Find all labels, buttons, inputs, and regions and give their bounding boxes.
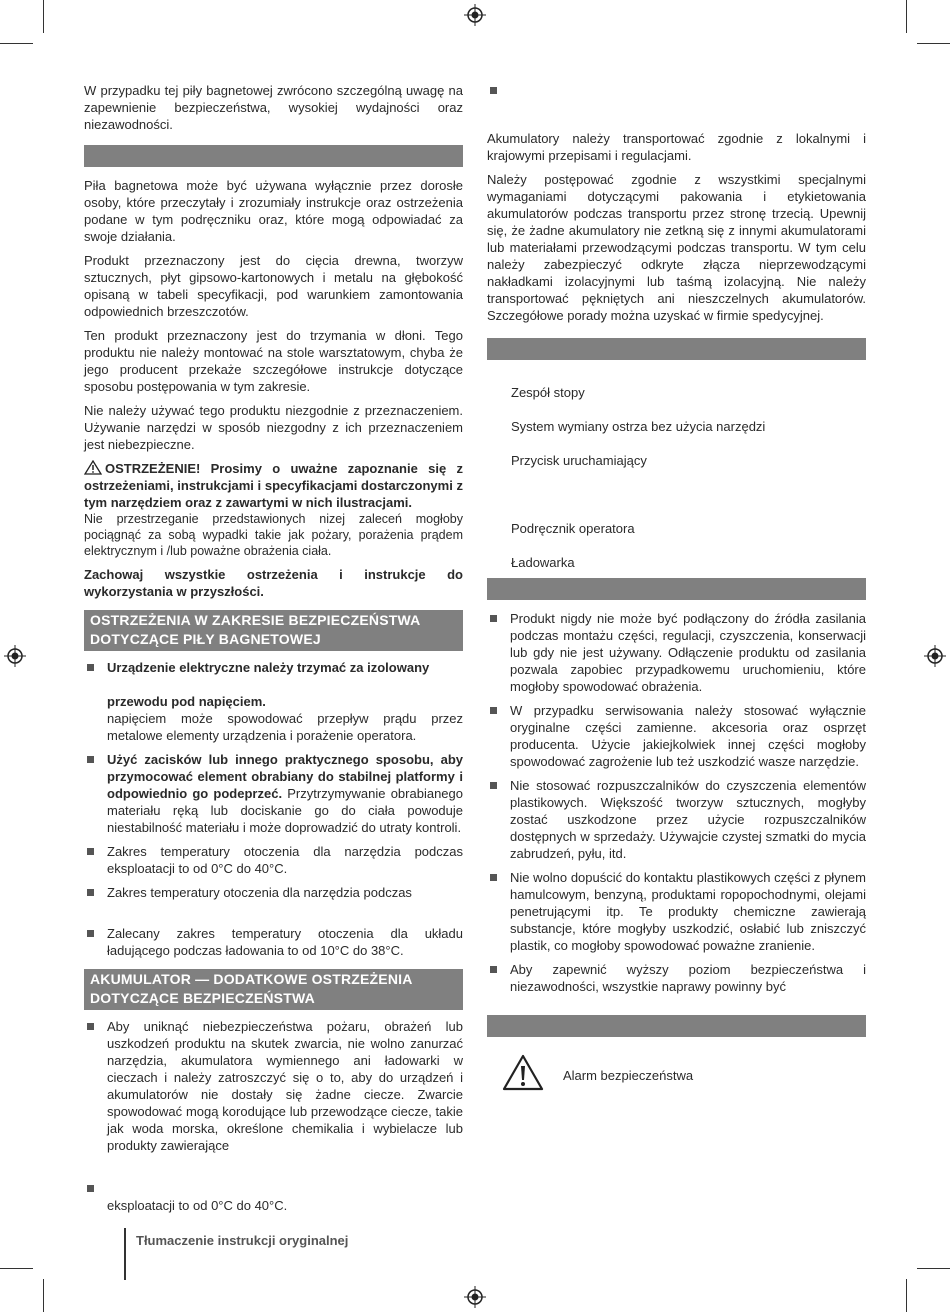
bullet-text: Zalecany zakres temperatury otoczenia dla układu ładującego podczas ładowania to od 10°C do 38°C.	[107, 926, 463, 958]
square-bullet	[87, 664, 94, 671]
crop-mark-bl-v	[43, 1279, 44, 1312]
bullet-text: Zakres temperatury otoczenia dla narzędzia podczas eksploatacji to od 0°C do 40°C.	[107, 844, 463, 876]
left-column	[84, 82, 463, 1221]
square-bullet	[490, 707, 497, 714]
warning-block	[84, 460, 463, 559]
section-bar-empty	[487, 338, 866, 360]
crop-mark-br-v	[906, 1279, 907, 1312]
paragraph: Akumulatory należy transportować zgodnie z lokalnymi i krajowymi przepisami i regulacjami.	[487, 131, 866, 163]
list-item	[84, 751, 463, 836]
feature-item: Zespół stopy	[511, 385, 585, 400]
registration-mark-icon	[464, 4, 486, 26]
list-item	[84, 1180, 463, 1214]
section-bar-empty	[487, 578, 866, 600]
square-bullet	[87, 848, 94, 855]
section-title-line: DOTYCZĄCE BEZPIECZEŃSTWA	[90, 990, 315, 1006]
feature-item: System wymiany ostrza bez użycia narzędzi	[511, 419, 766, 434]
bullet-text: eksploatacji to od 0°C do 40°C.	[107, 1198, 288, 1213]
crop-mark-tr-h	[917, 43, 950, 44]
section-bar-empty	[487, 1015, 866, 1037]
square-bullet	[87, 889, 94, 896]
section-title-line: DOTYCZĄCE PIŁY BAGNETOWEJ	[90, 631, 321, 647]
square-bullet	[87, 930, 94, 937]
paragraph: Nie należy używać tego produktu niezgodnie z przeznaczeniem. Używanie narzędzi w sposób niezgodny z ich przeznaczeniem jest niebezpieczne.	[84, 403, 463, 452]
bullet-text: Aby zapewnić wyższy poziom bezpieczeństwa i niezawodności, wszystkie naprawy powinny być	[510, 962, 866, 994]
list-item	[487, 702, 866, 770]
bullet-bold: Użyć zacisków lub innego praktycznego sposobu, aby przymocować element obrabiany do stabilnej platformy i odpowiednio go podeprzeć.	[107, 752, 463, 801]
bullet-bold: Urządzenie elektryczne należy trzymać za izolowany	[107, 660, 430, 675]
symbol-row	[487, 1053, 866, 1113]
registration-mark-icon	[4, 645, 26, 667]
section-title-battery-safety	[84, 969, 463, 1010]
square-bullet	[490, 874, 497, 881]
section-title-line: OSTRZEŻENIA W ZAKRESIE BEZPIECZEŃSTWA	[90, 612, 421, 628]
bullet-text: Aby uniknąć niebezpieczeństwa pożaru, obrażeń lub uszkodzeń produktu na skutek zwarcia, nie wolno zanurzać narzędzia, akumulatora wymiennego ani ładowarki w cieczach i należy zatroszczyć się o to, aby do urządzeń i akumulatorów nie dostały się żadne ciecze. Zwarcie spowodować mogą korodujące lub przewodzące ciecze, takie jak woda morska, określone chemikalia i wybielacze lub produkty zawierające	[107, 1019, 463, 1153]
keep-instructions: Zachowaj wszystkie ostrzeżenia i instrukcje do wykorzystania w przyszłości.	[84, 567, 463, 599]
paragraph: Produkt przeznaczony jest do cięcia drewna, tworzyw sztucznych, płyt gipsowo-kartonowych i metalu na głębokość opisaną w tabeli specyfikacji, pod warunkiem zamontowania odpowiednich brzeszczotów.	[84, 253, 463, 319]
crop-mark-tl-h	[0, 43, 33, 44]
page-footer	[124, 1228, 348, 1280]
warning-bold: OSTRZEŻENIE! Prosimy o uważne zapoznanie się z ostrzeżeniami, instrukcjami i specyfikacjami dostarczonymi z tym narzędziem oraz z zawartymi w nich ilustracjami.	[84, 461, 463, 510]
warning-triangle-icon	[84, 460, 102, 475]
list-item	[487, 610, 866, 695]
warning-text: Nie przestrzeganie przedstawionych nizej zaleceń mogłoby pociągnąć za sobą wypadki takie jak pożary, porażenia prądem elektrycznym i /lub poważne obrażenia ciała.	[84, 512, 463, 558]
section-title-line: AKUMULATOR — DODATKOWE OSTRZEŻENIA	[90, 971, 413, 987]
feature-item: Przycisk uruchamiający	[511, 453, 647, 468]
crop-mark-br-h	[917, 1268, 950, 1269]
right-column	[487, 82, 866, 1113]
paragraph: Należy postępować zgodnie z wszystkimi specjalnymi wymaganiami dotyczącymi pakowania i etykietowania akumulatorów podczas transportu przez stronę trzecią. Upewnij się, że żadne akumulatory nie zetkną się z innymi akumulatorami lub materiałami przewodzącymi podczas transportu. W tym celu należy zabezpieczyć odkryte złącza nieprzewodzącymi nakładkami izolacyjnymi lub taśmą izolacyjną. Nie należy transportować pękniętych ani nieszczelnych akumulatorów. Szczegółowe porady można uzyskać w firmie spedycyjnej.	[487, 172, 866, 323]
bullet-text: Produkt nigdy nie może być podłączony do źródła zasilania podczas montażu części, regulacji, czyszczenia, konserwacji lub gdy nie jest używany. Odłączenie produktu od zasilania pozwala zapobiec przypadkowemu uruchomieniu, które mogłoby spowodować obrażenia.	[510, 611, 866, 694]
warning-triangle-icon	[501, 1053, 545, 1093]
list-item	[84, 884, 463, 901]
crop-mark-bl-h	[0, 1268, 33, 1269]
list-item	[84, 659, 463, 744]
square-bullet	[490, 782, 497, 789]
feature-item: Ładowarka	[511, 555, 575, 570]
square-bullet	[87, 1023, 94, 1030]
list-item	[84, 1018, 463, 1154]
list-item	[487, 777, 866, 862]
section-title-jigsaw-safety	[84, 610, 463, 651]
square-bullet	[87, 756, 94, 763]
bullet-text: Nie wolno dopuścić do kontaktu plastikowych części z płynem hamulcowym, benzyną, produktami ropopochodnymi, olejami penetrującymi itp. Te produkty chemiczne zawierają substancje, które mogłyby uszkodzić, osłabić lub zniszczyć plastik, co mogłoby spowodować poważne zranienie.	[510, 870, 866, 953]
list-item	[84, 843, 463, 877]
feature-item: Podręcznik operatora	[511, 521, 635, 536]
list-item	[487, 869, 866, 954]
crop-mark-tr-v	[906, 0, 907, 33]
paragraph: Ten produkt przeznaczony jest do trzymania w dłoni. Tego produktu nie należy montować na stole warsztatowym, chyba że jego producent przekaże szczegółowe instrukcje dotyczące sposobu postępowania w tym zakresie.	[84, 328, 463, 394]
bullet-text: Nie stosować rozpuszczalników do czyszczenia elementów plastikowych. Większość tworzyw sztucznych, mogłyby zostać uszkodzone przez użycie rozpuszczalników dostępnych w sprzedaży. Używajcie czystej szmatki do mycia zabrudzeń, pyłu, itd.	[510, 778, 866, 861]
square-bullet	[490, 966, 497, 973]
registration-mark-icon	[924, 645, 946, 667]
bullet-text: napięciem może spowodować przepływ prądu przez metalowe elementy urządzenia i porażenie operatora.	[107, 711, 463, 743]
bullet-text: W przypadku serwisowania należy stosować wyłącznie oryginalne części zamienne. akcesoria oraz osprzęt producenta. Użycie jakiejkolwiek innej części mogłoby spowodować zagrożenie lub też uszkodzić wasze narzędzie.	[510, 703, 866, 769]
footer-text: Tłumaczenie instrukcji oryginalnej	[136, 1233, 349, 1248]
intro-paragraph: W przypadku tej piły bagnetowej zwrócono szczególną uwagę na zapewnienie bezpieczeństwa, wysokiej wydajności oraz niezawodności.	[84, 83, 463, 132]
symbol-label: Alarm bezpieczeństwa	[563, 1068, 694, 1083]
section-bar-empty	[84, 145, 463, 167]
registration-mark-icon	[464, 1286, 486, 1308]
square-bullet	[490, 87, 497, 94]
bullet-bold: przewodu pod napięciem.	[107, 694, 266, 709]
bullet-text: Zakres temperatury otoczenia dla narzędzia podczas	[107, 885, 412, 900]
crop-mark-tl-v	[43, 0, 44, 33]
list-item	[84, 925, 463, 959]
square-bullet	[87, 1185, 94, 1192]
paragraph: Piła bagnetowa może być używana wyłącznie przez dorosłe osoby, które przeczytały i zrozumiały instrukcje oraz ostrzeżenia podane w tym podręczniku oraz, które mogą odpowiadać za swoje działania.	[84, 178, 463, 244]
bullet-text: Przytrzymywanie obrabianego materiału ręką lub dociskanie go do ciała powoduje niestabilność materiału i może doprowadzić do utraty kontroli.	[107, 786, 463, 835]
square-bullet	[490, 615, 497, 622]
list-item	[487, 961, 866, 995]
